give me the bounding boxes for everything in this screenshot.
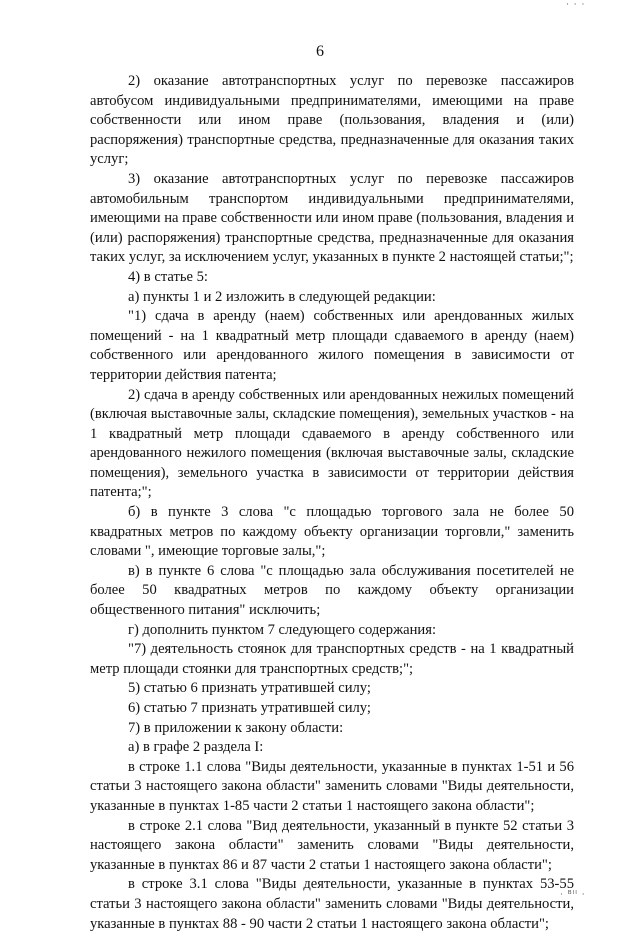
paragraph: 6) статью 7 признать утратившей силу; (128, 700, 371, 716)
paragraph: г) дополнить пунктом 7 следующего содержания: (128, 621, 437, 638)
paragraph: "7) деятельность стоянок для транспортных средств - на 1 квадратный метр площади стоянки для транспортных средств;"; (90, 641, 574, 677)
paragraph: б) в пункте 3 слова "с площадью торгового зала не более 50 квадратных метров по каждому объекту организации торговли," заменить словами ", имеющие торговые залы,"; (90, 504, 574, 560)
paragraph: 5) статью 6 признать утратившей силу; (128, 680, 371, 697)
paragraph: в строке 3.1 слова "Виды деятельности, указанные в пунктах 53-55 статьи 3 настоящего закона области" заменить словами "Виды деятельности, указанные в пунктах 88 - 90 части 2 статьи 1 настоящего закона области"; (90, 876, 574, 932)
paragraph: в) в пункте 6 слова "с площадью зала обслуживания посетителей не более 50 квадратных метров по каждому объекту организации общественного питания" исключить; (90, 562, 574, 619)
scan-mark-top: · · · (566, 0, 586, 10)
paragraph: 4) в статье 5: (128, 268, 208, 285)
paragraph: 7) в приложении к закону области: (128, 719, 344, 736)
paragraph: а) в графе 2 раздела I: (128, 739, 264, 756)
paragraph: в строке 2.1 слова "Вид деятельности, указанный в пункте 52 статьи 3 настоящего закона области" заменить словами "Виды деятельности, указанные в пунктах 86 и 87 части 2 статьи 1 настоящего закона области"; (90, 817, 574, 873)
page-number: 6 (316, 43, 324, 60)
document-body (90, 72, 574, 934)
paragraph: 2) сдача в аренду собственных или арендованных нежилых помещений (включая выставочные залы, складские помещения), земельных участков - на 1 квадратный метр площади сдаваемого в аренду собственного или арендованного нежилого помещения (включая выставочные залы, складские помещения), земельного участка в зависимости от территории действия патента;"; (90, 386, 574, 501)
paragraph: 2) оказание автотранспортных услуг по перевозке пассажиров автобусом индивидуальными предпринимателями, имеющими на праве собственности или ином праве (пользования, владения и (или) распоряжения) транспортные средства, предназначенные для оказания таких услуг; (90, 73, 574, 168)
paragraph: "1) сдача в аренду (наем) собственных или арендованных жилых помещений - на 1 квадратный метр площади сдаваемого в аренду (наем) собственного или арендованного жилого помещения в зависимости от территории действия патента; (90, 308, 574, 383)
paragraph: а) пункты 1 и 2 изложить в следующей редакции: (128, 288, 436, 305)
scan-mark-bottom: · ᴮᴵᴵ · (560, 890, 586, 900)
paragraph: 3) оказание автотранспортных услуг по перевозке пассажиров автомобильным транспортом индивидуальными предпринимателями, имеющими на праве собственности или ином праве (пользования, владения и (или) распоряжения) транспортные средства, предназначенные для оказания таких услуг, за исключением услуг, указанных в пункте 2 настоящей статьи;"; (90, 170, 574, 266)
paragraph: в строке 1.1 слова "Виды деятельности, указанные в пунктах 1-51 и 56 статьи 3 настоящего закона области" заменить словами "Виды деятельности, указанные в пунктах 1-85 части 2 статьи 1 настоящего закона области"; (90, 758, 574, 814)
